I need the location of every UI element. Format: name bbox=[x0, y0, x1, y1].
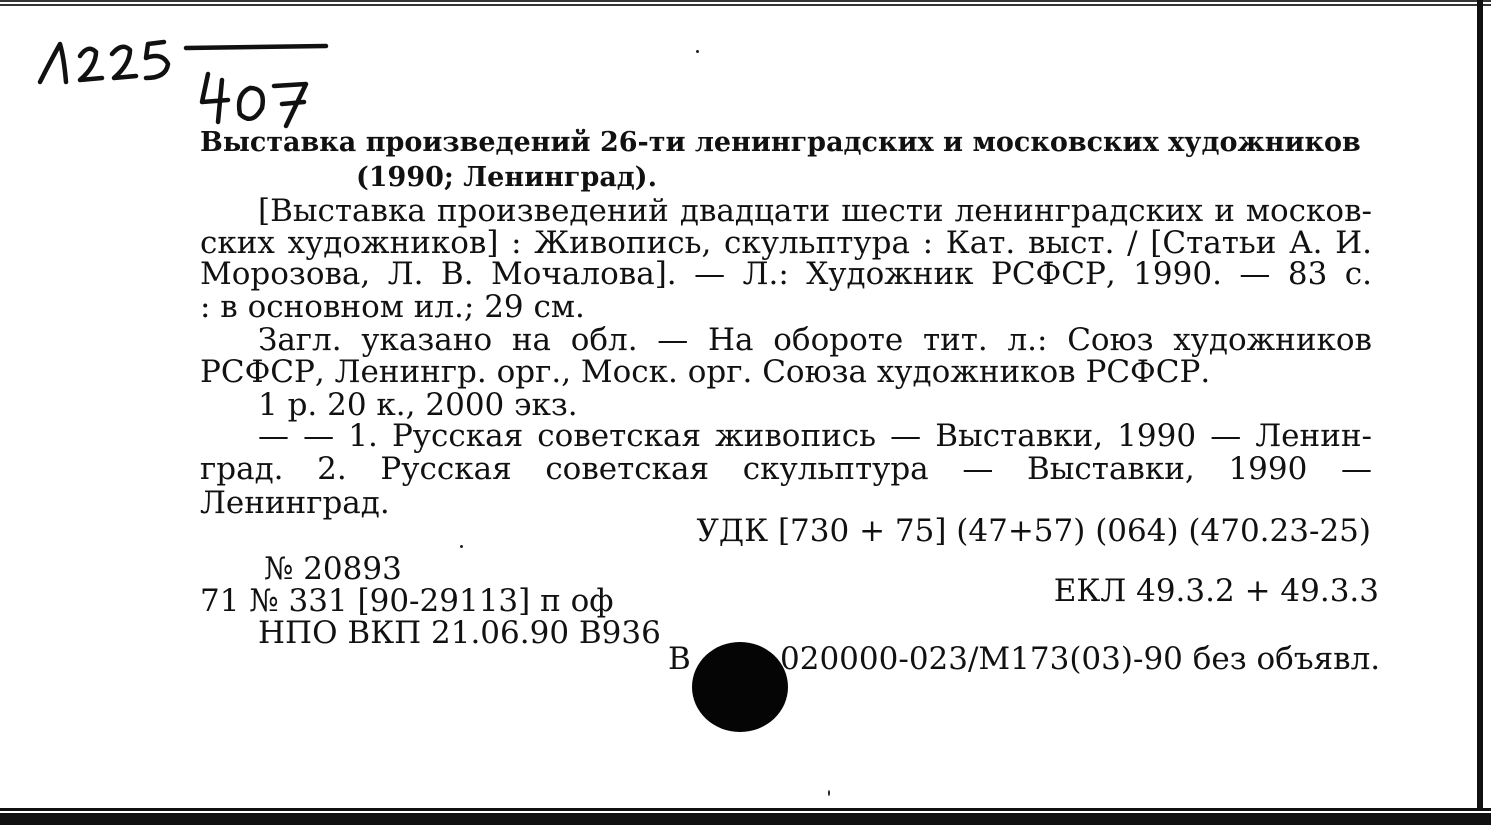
card-top-border bbox=[0, 0, 1491, 6]
notes-line-2: РСФСР, Ленингр. орг., Моск. орг. Союза художников РСФСР. bbox=[200, 354, 1211, 390]
card-title-line-2: (1990; Ленинград). bbox=[356, 162, 657, 193]
description-line-2: ских художников] : Живопись, скульптура : Кат. выст. / [Статьи А. И. bbox=[200, 225, 1372, 261]
subjects-line-3: Ленинград. bbox=[200, 485, 390, 521]
card-title-line-1: Выставка произведений 26-ти ленинградских и московских художников bbox=[200, 127, 1361, 158]
card-right-border bbox=[1477, 0, 1483, 810]
punch-hole bbox=[692, 642, 788, 732]
card-bottom-border bbox=[0, 813, 1491, 825]
price-line: 1 р. 20 к., 2000 экз. bbox=[258, 387, 578, 423]
description-line-1: [Выставка произведений двадцати шести ленинградских и москов- bbox=[258, 193, 1372, 229]
ekl-classification: ЕКЛ 49.3.2 + 49.3.3 bbox=[1053, 573, 1379, 609]
description-line-3: Морозова, Л. В. Мочалова]. — Л.: Художник РСФСР, 1990. — 83 с. bbox=[200, 256, 1372, 292]
record-number: № 20893 bbox=[264, 551, 402, 587]
card-bottom-rule bbox=[0, 808, 1491, 811]
handwritten-shelf-mark-drawing bbox=[36, 22, 336, 132]
ink-speck bbox=[828, 790, 830, 796]
subjects-line-1: — — 1. Русская советская живопись — Выставки, 1990 — Ленин- bbox=[258, 418, 1372, 454]
ink-speck bbox=[460, 545, 463, 548]
notes-line-1: Загл. указано на обл. — На обороте тит. л.: Союз художников bbox=[258, 322, 1372, 358]
udk-classification: УДК [730 + 75] (47+57) (064) (470.23-25) bbox=[696, 513, 1371, 549]
code-line-prefix: В bbox=[668, 641, 691, 677]
handwritten-shelf-mark bbox=[36, 22, 336, 132]
code-line-suffix: 020000-023/М173(03)-90 без объявл. bbox=[780, 641, 1381, 677]
description-line-4: : в основном ил.; 29 см. bbox=[200, 289, 585, 325]
publisher-line: НПО ВКП 21.06.90 В936 bbox=[258, 615, 661, 651]
subjects-line-2: град. 2. Русская советская скульптура — Выставки, 1990 — bbox=[200, 451, 1372, 487]
order-line: 71 № 331 [90-29113] п оф bbox=[200, 583, 614, 619]
ink-speck bbox=[696, 50, 699, 53]
